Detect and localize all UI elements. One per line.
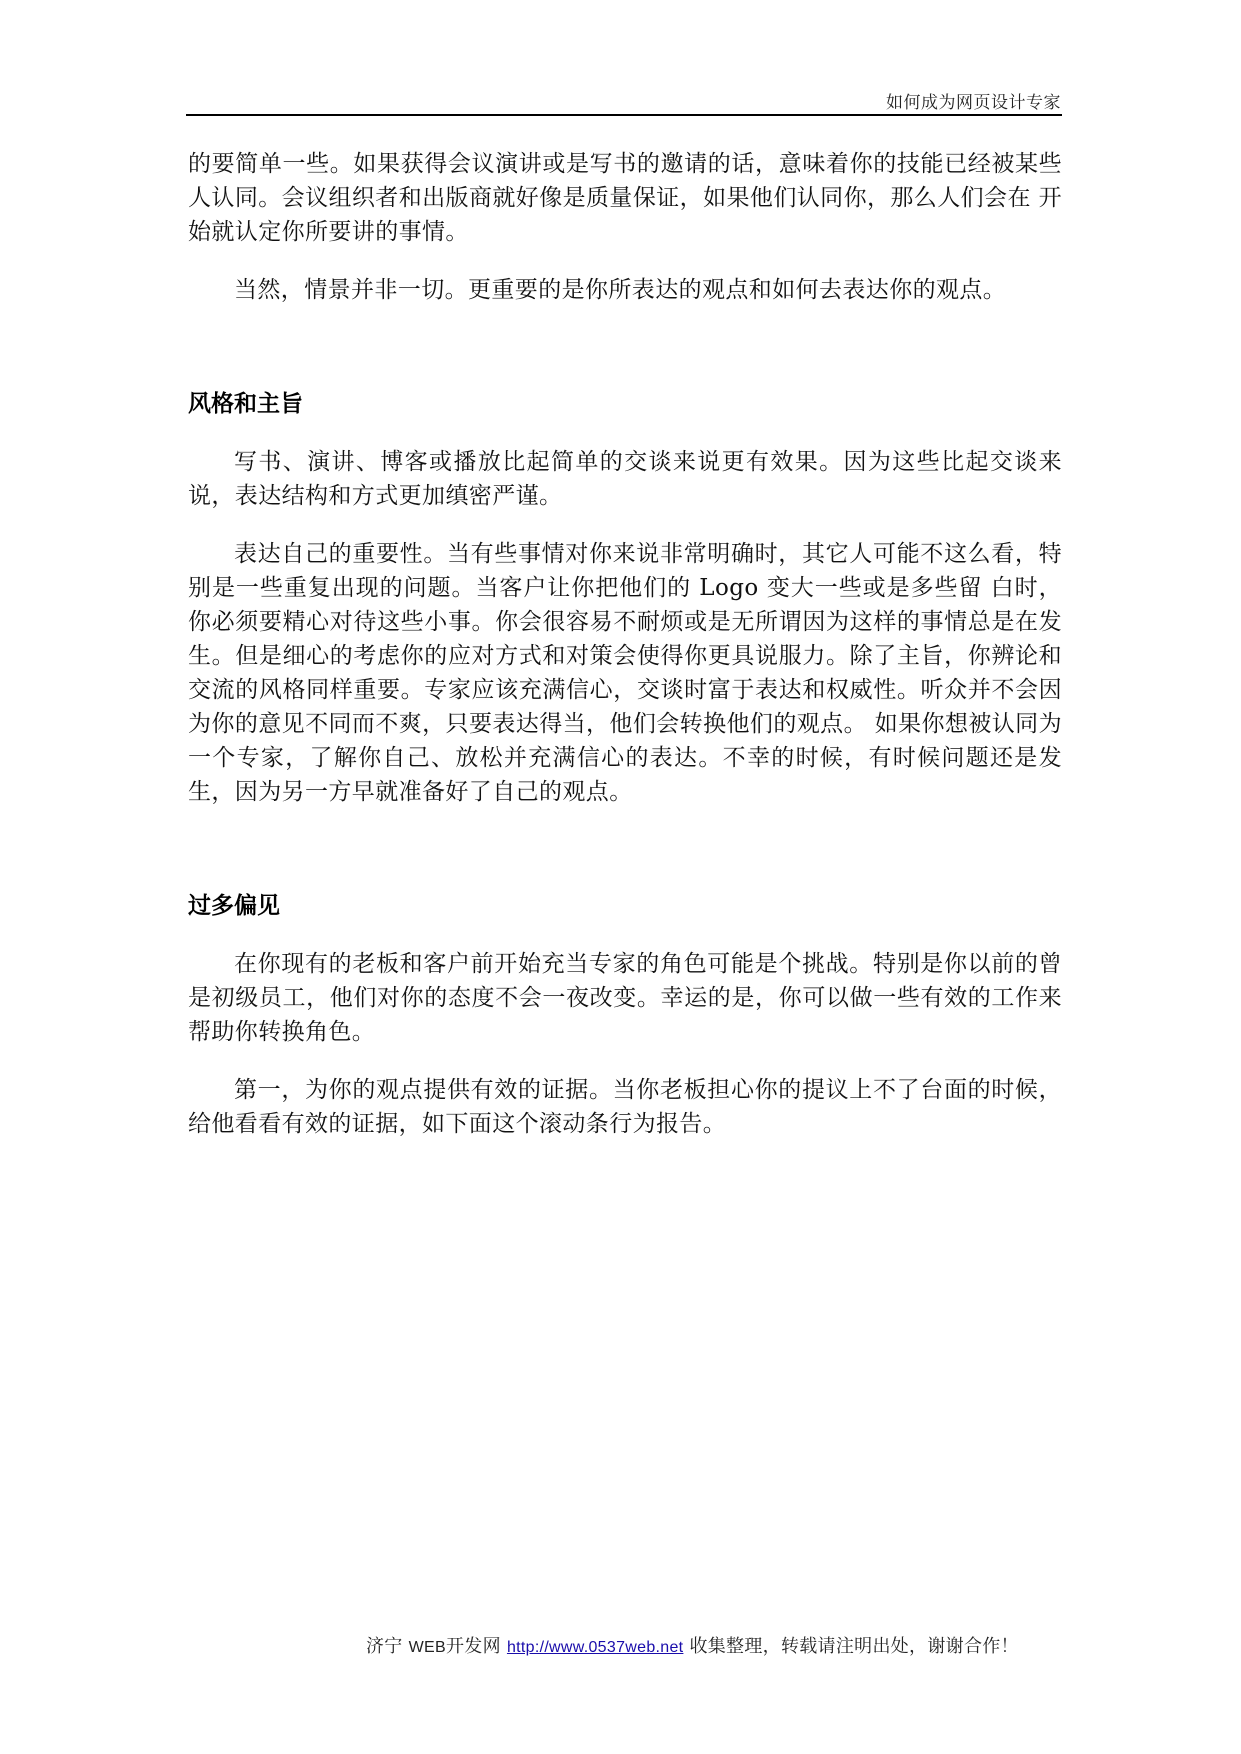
paragraph-1: 的要简单一些。如果获得会议演讲或是写书的邀请的话，意味着你的技能已经被某些人认同。会议组织者和出版商就好像是质量保证，如果他们认同你，那么人们会在 开始就认定你所要讲的事情。 [188,151,1062,245]
paragraph-2: 当然，情景并非一切。更重要的是你所表达的观点和如何去表达你的观点。 [234,277,1007,303]
footer-suffix: 收集整理，转载请注明出处，谢谢合作！ [689,1636,1019,1657]
page-footer [366,1632,1019,1658]
page-header-title: 如何成为网页设计专家 [886,93,1061,113]
footer-link[interactable]: http://www.0537web.net [506,1639,684,1656]
paragraph-4: 表达自己的重要性。当有些事情对你来说非常明确时，其它人可能不这么看，特别是一些重复出现的问题。当客户让你把他们的 Logo 变大一些或是多些留 白时，你必须要精心对待这些小事。你会很容易不耐烦或是无所谓因为这样的事情总是在发生。但是细心的考虑你的应对方式和对策会使得你更具说服力。除了主旨，你辨论和交流的风格同样重要。专家应该充满信心，交谈时富于表达和权威性。听众并不会因为你的意见不同而不爽，只要表达得当，他们会转换他们的观点。 如果你想被认同为一个专家，了解你自己、放松并充满信心的表达。不幸的时候，有时候问题还是发生，因为另一方早就准备好了自己的观点。 [188,541,1062,805]
section-heading-style: 风格和主旨 [188,391,303,417]
paragraph-3: 写书、演讲、博客或播放比起简单的交谈来说更有效果。因为这些比起交谈来说，表达结构和方式更加缜密严谨。 [188,449,1062,509]
document-body [188,147,1062,1141]
paragraph-5: 在你现有的老板和客户前开始充当专家的角色可能是个挑战。特别是你以前的曾是初级员工，他们对你的态度不会一夜改变。幸运的是，你可以做一些有效的工作来帮助你转换角色。 [188,951,1062,1045]
footer-site-suffix: 开发网 [446,1636,501,1657]
section-heading-bias: 过多偏见 [188,893,280,919]
footer-site: WEB [408,1639,446,1656]
footer-prefix: 济宁 [366,1636,403,1657]
header-divider [186,114,1062,116]
paragraph-6: 第一，为你的观点提供有效的证据。当你老板担心你的提议上不了台面的时候，给他看看有效的证据，如下面这个滚动条行为报告。 [188,1077,1062,1137]
